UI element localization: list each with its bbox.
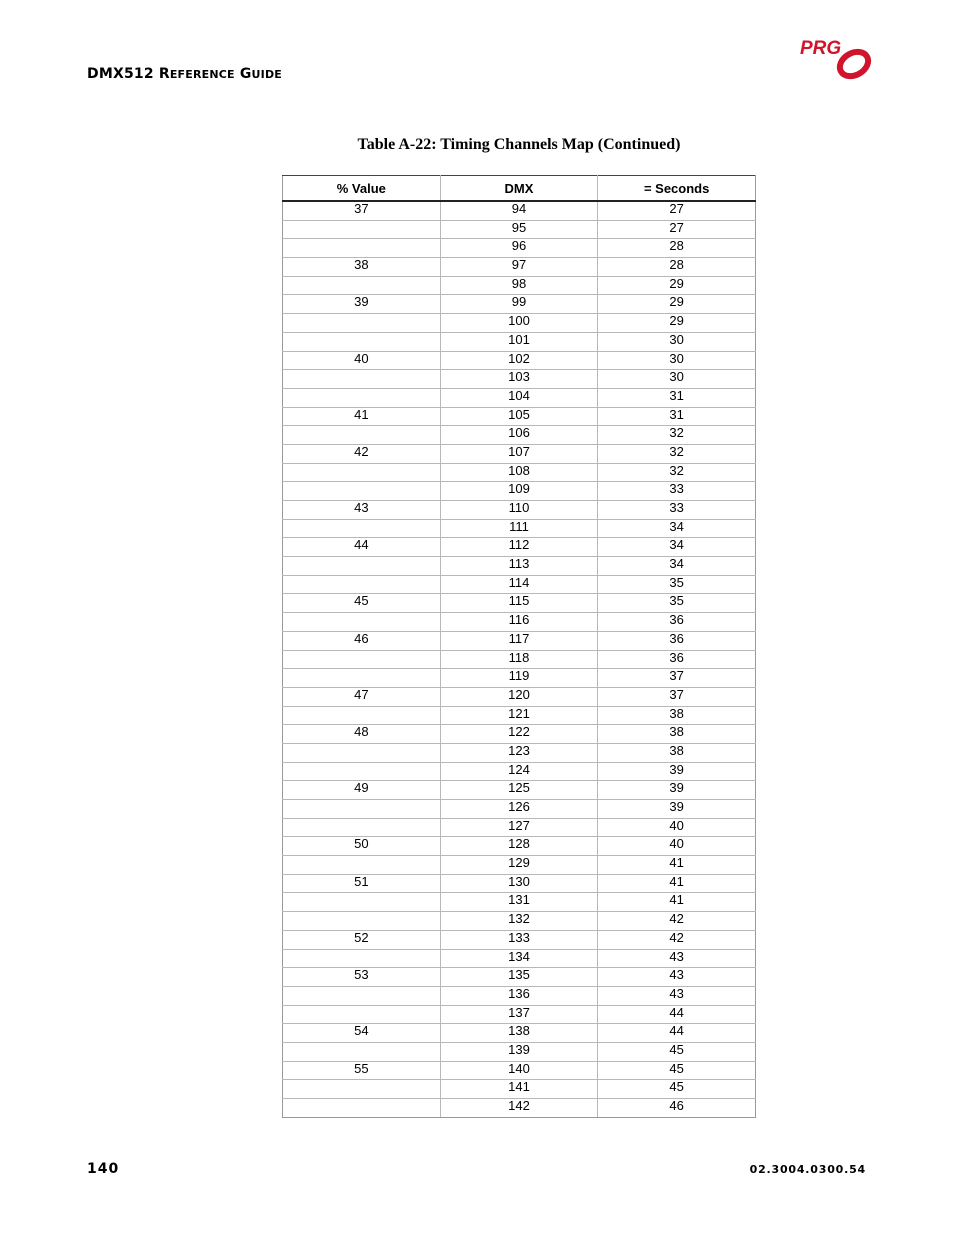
- cell-percent-value: 38: [283, 258, 441, 277]
- cell-dmx: 140: [440, 1061, 598, 1080]
- cell-percent-value: [283, 1005, 441, 1024]
- cell-percent-value: [283, 1042, 441, 1061]
- table-row: [283, 1099, 756, 1118]
- cell-percent-value: 37: [283, 201, 441, 220]
- table-row: [283, 388, 756, 407]
- cell-seconds: 45: [598, 1042, 756, 1061]
- cell-dmx: 137: [440, 1005, 598, 1024]
- cell-seconds: 45: [598, 1061, 756, 1080]
- table-row: [283, 1061, 756, 1080]
- cell-seconds: 33: [598, 501, 756, 520]
- cell-percent-value: [283, 818, 441, 837]
- cell-dmx: 134: [440, 949, 598, 968]
- cell-seconds: 31: [598, 388, 756, 407]
- table-row: [283, 501, 756, 520]
- cell-percent-value: 48: [283, 725, 441, 744]
- table-row: [283, 986, 756, 1005]
- cell-percent-value: [283, 557, 441, 576]
- table-row: [283, 893, 756, 912]
- column-header-percent-value: % Value: [283, 176, 441, 202]
- cell-dmx: 131: [440, 893, 598, 912]
- cell-seconds: 27: [598, 220, 756, 239]
- table-row: [283, 687, 756, 706]
- cell-dmx: 103: [440, 370, 598, 389]
- cell-percent-value: 53: [283, 968, 441, 987]
- table-row: [283, 800, 756, 819]
- cell-dmx: 94: [440, 201, 598, 220]
- cell-percent-value: 43: [283, 501, 441, 520]
- cell-seconds: 29: [598, 295, 756, 314]
- cell-percent-value: [283, 800, 441, 819]
- cell-seconds: 40: [598, 837, 756, 856]
- table-row: [283, 1042, 756, 1061]
- table-row: [283, 407, 756, 426]
- cell-percent-value: [283, 519, 441, 538]
- table-row: [283, 594, 756, 613]
- cell-percent-value: 54: [283, 1024, 441, 1043]
- guide-title-smallcaps-2: UIDE: [251, 68, 282, 81]
- table-row: [283, 276, 756, 295]
- table-row: [283, 613, 756, 632]
- cell-percent-value: [283, 650, 441, 669]
- cell-percent-value: [283, 426, 441, 445]
- table-body: [283, 201, 756, 1117]
- cell-seconds: 32: [598, 426, 756, 445]
- cell-percent-value: 47: [283, 687, 441, 706]
- cell-dmx: 136: [440, 986, 598, 1005]
- cell-dmx: 98: [440, 276, 598, 295]
- cell-dmx: 114: [440, 575, 598, 594]
- table-row: [283, 463, 756, 482]
- cell-seconds: 45: [598, 1080, 756, 1099]
- cell-percent-value: [283, 762, 441, 781]
- cell-percent-value: 39: [283, 295, 441, 314]
- cell-seconds: 29: [598, 276, 756, 295]
- cell-seconds: 27: [598, 201, 756, 220]
- cell-percent-value: [283, 1099, 441, 1118]
- table-row: [283, 332, 756, 351]
- cell-percent-value: [283, 669, 441, 688]
- guide-title: [87, 66, 282, 82]
- cell-percent-value: [283, 314, 441, 333]
- cell-percent-value: [283, 743, 441, 762]
- cell-percent-value: [283, 856, 441, 875]
- cell-dmx: 123: [440, 743, 598, 762]
- cell-percent-value: 49: [283, 781, 441, 800]
- cell-dmx: 113: [440, 557, 598, 576]
- cell-seconds: 32: [598, 463, 756, 482]
- prg-logo: [800, 36, 874, 82]
- cell-percent-value: [283, 986, 441, 1005]
- cell-percent-value: [283, 575, 441, 594]
- cell-percent-value: 51: [283, 874, 441, 893]
- table-row: [283, 949, 756, 968]
- cell-seconds: 44: [598, 1024, 756, 1043]
- table-row: [283, 856, 756, 875]
- cell-dmx: 100: [440, 314, 598, 333]
- cell-dmx: 106: [440, 426, 598, 445]
- table-row: [283, 575, 756, 594]
- cell-dmx: 139: [440, 1042, 598, 1061]
- cell-dmx: 117: [440, 631, 598, 650]
- table-row: [283, 650, 756, 669]
- table-row: [283, 669, 756, 688]
- cell-dmx: 99: [440, 295, 598, 314]
- cell-percent-value: 55: [283, 1061, 441, 1080]
- cell-dmx: 125: [440, 781, 598, 800]
- cell-percent-value: [283, 276, 441, 295]
- cell-seconds: 44: [598, 1005, 756, 1024]
- cell-seconds: 43: [598, 968, 756, 987]
- cell-seconds: 37: [598, 687, 756, 706]
- cell-percent-value: 45: [283, 594, 441, 613]
- cell-dmx: 135: [440, 968, 598, 987]
- cell-percent-value: 41: [283, 407, 441, 426]
- cell-seconds: 34: [598, 538, 756, 557]
- page-number: 140: [87, 1161, 120, 1177]
- cell-seconds: 40: [598, 818, 756, 837]
- cell-percent-value: [283, 220, 441, 239]
- timing-channels-table: [282, 175, 756, 1118]
- cell-seconds: 29: [598, 314, 756, 333]
- document-number: 02.3004.0300.54: [749, 1163, 866, 1176]
- cell-seconds: 42: [598, 912, 756, 931]
- cell-seconds: 30: [598, 351, 756, 370]
- table-row: [283, 818, 756, 837]
- cell-seconds: 30: [598, 332, 756, 351]
- cell-seconds: 30: [598, 370, 756, 389]
- guide-title-smallcaps-1: EFERENCE: [169, 68, 235, 81]
- guide-title-main: DMX512 R: [87, 66, 170, 82]
- cell-percent-value: [283, 949, 441, 968]
- cell-dmx: 105: [440, 407, 598, 426]
- cell-dmx: 130: [440, 874, 598, 893]
- guide-title-g: G: [234, 66, 252, 82]
- cell-dmx: 109: [440, 482, 598, 501]
- table-row: [283, 706, 756, 725]
- table-row: [283, 968, 756, 987]
- table-row: [283, 519, 756, 538]
- cell-dmx: 142: [440, 1099, 598, 1118]
- column-header-seconds: = Seconds: [598, 176, 756, 202]
- table-row: [283, 220, 756, 239]
- cell-seconds: 39: [598, 781, 756, 800]
- cell-percent-value: [283, 893, 441, 912]
- cell-seconds: 46: [598, 1099, 756, 1118]
- cell-seconds: 41: [598, 893, 756, 912]
- cell-seconds: 28: [598, 239, 756, 258]
- table-row: [283, 444, 756, 463]
- table-row: [283, 538, 756, 557]
- cell-seconds: 37: [598, 669, 756, 688]
- table-row: [283, 725, 756, 744]
- table-row: [283, 631, 756, 650]
- cell-dmx: 124: [440, 762, 598, 781]
- cell-percent-value: 44: [283, 538, 441, 557]
- cell-dmx: 132: [440, 912, 598, 931]
- cell-dmx: 102: [440, 351, 598, 370]
- cell-percent-value: 50: [283, 837, 441, 856]
- cell-dmx: 122: [440, 725, 598, 744]
- cell-percent-value: [283, 613, 441, 632]
- cell-seconds: 39: [598, 800, 756, 819]
- table-row: [283, 912, 756, 931]
- cell-seconds: 35: [598, 575, 756, 594]
- cell-seconds: 35: [598, 594, 756, 613]
- cell-dmx: 120: [440, 687, 598, 706]
- cell-seconds: 32: [598, 444, 756, 463]
- cell-seconds: 43: [598, 949, 756, 968]
- table-header-row: [283, 176, 756, 202]
- cell-dmx: 115: [440, 594, 598, 613]
- table-row: [283, 295, 756, 314]
- table-row: [283, 837, 756, 856]
- cell-dmx: 138: [440, 1024, 598, 1043]
- column-header-dmx: DMX: [440, 176, 598, 202]
- cell-percent-value: [283, 332, 441, 351]
- table-row: [283, 1080, 756, 1099]
- cell-dmx: 116: [440, 613, 598, 632]
- cell-percent-value: 52: [283, 930, 441, 949]
- cell-dmx: 128: [440, 837, 598, 856]
- cell-seconds: 42: [598, 930, 756, 949]
- cell-dmx: 108: [440, 463, 598, 482]
- cell-percent-value: 40: [283, 351, 441, 370]
- cell-seconds: 38: [598, 706, 756, 725]
- cell-percent-value: [283, 463, 441, 482]
- cell-seconds: 28: [598, 258, 756, 277]
- cell-dmx: 96: [440, 239, 598, 258]
- table-row: [283, 258, 756, 277]
- table-row: [283, 781, 756, 800]
- table-row: [283, 426, 756, 445]
- cell-dmx: 127: [440, 818, 598, 837]
- cell-dmx: 119: [440, 669, 598, 688]
- cell-percent-value: 46: [283, 631, 441, 650]
- cell-seconds: 43: [598, 986, 756, 1005]
- cell-dmx: 112: [440, 538, 598, 557]
- cell-percent-value: [283, 239, 441, 258]
- cell-percent-value: [283, 706, 441, 725]
- table-row: [283, 239, 756, 258]
- cell-dmx: 126: [440, 800, 598, 819]
- cell-dmx: 97: [440, 258, 598, 277]
- table-caption: Table A-22: Timing Channels Map (Continued): [357, 136, 681, 153]
- table-row: [283, 743, 756, 762]
- cell-seconds: 36: [598, 631, 756, 650]
- table-row: [283, 930, 756, 949]
- cell-seconds: 33: [598, 482, 756, 501]
- table-row: [283, 762, 756, 781]
- cell-seconds: 38: [598, 743, 756, 762]
- cell-percent-value: 42: [283, 444, 441, 463]
- cell-seconds: 34: [598, 519, 756, 538]
- cell-dmx: 104: [440, 388, 598, 407]
- cell-seconds: 36: [598, 650, 756, 669]
- cell-dmx: 95: [440, 220, 598, 239]
- cell-dmx: 107: [440, 444, 598, 463]
- cell-seconds: 34: [598, 557, 756, 576]
- table-row: [283, 370, 756, 389]
- table-row: [283, 482, 756, 501]
- cell-percent-value: [283, 388, 441, 407]
- table-row: [283, 1024, 756, 1043]
- cell-seconds: 36: [598, 613, 756, 632]
- cell-percent-value: [283, 912, 441, 931]
- cell-seconds: 31: [598, 407, 756, 426]
- cell-dmx: 110: [440, 501, 598, 520]
- cell-dmx: 129: [440, 856, 598, 875]
- cell-dmx: 101: [440, 332, 598, 351]
- cell-percent-value: [283, 482, 441, 501]
- cell-dmx: 118: [440, 650, 598, 669]
- cell-percent-value: [283, 370, 441, 389]
- cell-percent-value: [283, 1080, 441, 1099]
- logo-text: PRG: [800, 38, 842, 59]
- cell-dmx: 121: [440, 706, 598, 725]
- cell-seconds: 38: [598, 725, 756, 744]
- timing-channels-table-container: [282, 175, 756, 1118]
- table-row: [283, 1005, 756, 1024]
- cell-dmx: 133: [440, 930, 598, 949]
- cell-seconds: 39: [598, 762, 756, 781]
- table-row: [283, 557, 756, 576]
- cell-dmx: 111: [440, 519, 598, 538]
- cell-seconds: 41: [598, 874, 756, 893]
- table-row: [283, 201, 756, 220]
- cell-seconds: 41: [598, 856, 756, 875]
- table-row: [283, 874, 756, 893]
- cell-dmx: 141: [440, 1080, 598, 1099]
- table-row: [283, 351, 756, 370]
- table-row: [283, 314, 756, 333]
